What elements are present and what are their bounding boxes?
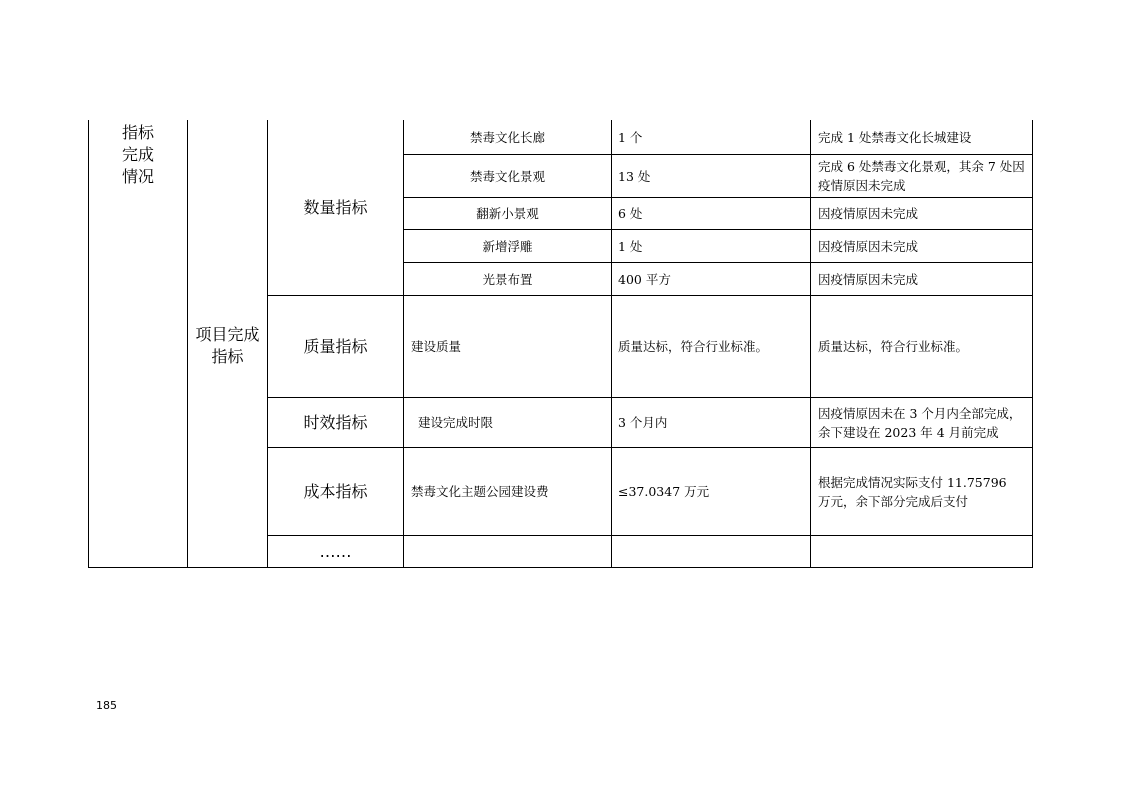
actual-cell: 因疫情原因未完成 (818, 206, 919, 221)
page-number: 185 (96, 699, 117, 712)
target-cell: 1 处 (618, 238, 643, 254)
indicator-cell: 建设完成时限 (418, 415, 494, 430)
target-cell (618, 536, 808, 567)
indicator-cell: 建设质量 (411, 339, 462, 354)
actual-cell (818, 536, 1028, 567)
group-time: 时效指标 (303, 412, 368, 432)
indicator-cell: 光景布置 (482, 271, 533, 287)
target-cell: 3 个月内 (618, 415, 668, 430)
indicator-cell: 翻新小景观 (476, 206, 539, 221)
target-cell: ≤37.0347 万元 (618, 484, 710, 499)
actual-cell: 根据完成情况实际支付 11.75796 万元，余下部分完成后支付 (818, 474, 1007, 509)
group-quantity: 数量指标 (303, 198, 368, 217)
indicator-cell: 新增浮雕 (482, 238, 533, 254)
actual-cell: 质量达标，符合行业标准。 (818, 339, 969, 354)
group-quality: 质量指标 (303, 336, 368, 356)
table-divider (611, 120, 612, 568)
actual-cell: 因疫情原因未完成 (818, 238, 919, 254)
target-cell: 质量达标，符合行业标准。 (618, 339, 769, 354)
actual-cell: 完成 6 处禁毒文化景观，其余 7 处因疫情原因未完成 (818, 159, 1025, 193)
group-more: …… (319, 541, 352, 561)
target-cell: 400 平方 (618, 271, 671, 287)
table-divider (187, 120, 188, 121)
indicator-cell: 禁毒文化主题公园建设费 (411, 484, 549, 499)
indicator-cell: 禁毒文化景观 (469, 168, 545, 184)
indicator-cell: 禁毒文化长廊 (469, 130, 545, 145)
actual-cell: 完成 1 处禁毒文化长城建设 (818, 130, 972, 145)
indicator-cell (411, 536, 609, 567)
target-cell: 13 处 (618, 168, 651, 184)
group-cost: 成本指标 (303, 481, 368, 501)
target-cell: 1 个 (618, 130, 643, 145)
table-divider (810, 120, 811, 568)
table-border-bottom (88, 567, 1033, 568)
table-border-left (88, 120, 89, 568)
table-border-right (1032, 120, 1033, 568)
section-title: 指标完成情况 (121, 123, 154, 186)
actual-cell: 因疫情原因未完成 (818, 271, 919, 287)
actual-cell: 因疫情原因未在 3 个月内全部完成，余下建设在 2023 年 4 月前完成 (818, 405, 1022, 440)
category-label: 项目完成指标 (195, 325, 260, 366)
target-cell: 6 处 (618, 206, 643, 221)
